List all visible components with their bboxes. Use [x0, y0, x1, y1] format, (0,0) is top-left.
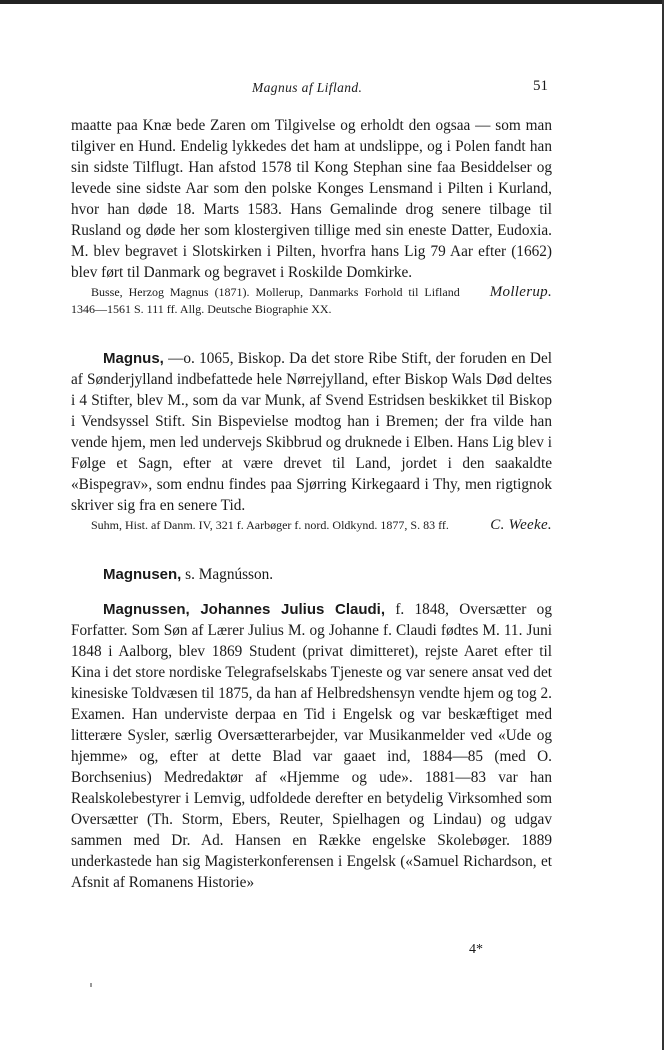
entry-text: f. 1848, Oversætter og Forfatter. Som Søn af Lærer Julius M. og Johanne f. Claudi fødtes M. 11. Juni 1848 i Aalborg, blev 1869 Student (privat dimitteret), rejste Aaret efter til Kina i det store nordiske Telegrafselskabs Tjeneste og var senere ansat ved det kinesiske Toldvæsen til 1875, da han af Helbredshensyn vendte hjem og tog 2. Examen. Han underviste derpaa en Tid i Engelsk og var beskæftiget med litterære Sysler, særlig Oversætterarbejder, var Musikanmelder ved «Ude og hjemme» og, efter at dette Blad var gaaet ind, 1884—85 (med O. Borchsenius) Medredaktør af «Hjemme og ude». 1881—83 var han Realskolebestyrer i Lemvig, udfoldede derefter en betydelig Virksomhed som Oversætter (Th. Storm, Ebers, Reuter, Spielhagen og Lindau) og udgav sammen med Dr. Ad. Hansen en Række engelske Skolebøger. 1889 underkastede han sig Magisterkonferensen i Engelsk («Samuel Richardson, et Afsnit af Romanens Historie»: [71, 601, 552, 891]
running-title: Magnus af Lifland.: [252, 80, 363, 95]
entry-magnus-af-lifland-continued: [71, 115, 552, 318]
signature-mark: 4*: [469, 942, 483, 957]
entry-text: maatte paa Knæ bede Zaren om Tilgivelse og erholdt den ogsaa — som man tilgiver en Hund. Endelig lykkedes det ham at undslippe, og i Polen fandt han sin sidste Tilflugt. Han afstod 1578 til Kong Stephan sine faa Besiddelser og levede sine sidste Aar som den polske Konges Lensmand i Pilten i Kurland, hvor han døde 18. Marts 1583. Hans Gemalinde drog senere tilbage til Rusland og døde her som klostergiven tillige med sin eneste Datter, Eudoxia. M. blev begravet i Slotskirken i Pilten, hvorfra hans Lig 79 Aar efter (1662) blev ført til Danmark og begravet i Roskilde Domkirke.: [71, 117, 552, 281]
page-body: [71, 115, 552, 893]
entry-text: —o. 1065, Biskop. Da det store Ribe Stift, der foruden en Del af Sønderjylland indbefattede hele Nørrejylland, efter Biskop Wals Død deltes i 4 Stifter, blev M., som da var Munk, af Svend Estridsen beskikket til Biskop i Vendsyssel Stift. Sin Bispevielse modtog han i Bremen; der fra vilde han vende hjem, men led undervejs Skibbrud og druknede i Elben. Hans Lig blev i Følge et Sagn, efter at være drevet til Land, jordet i den saakaldte «Bispegrav», som endnu findes paa Sjørring Kirkegaard i Thy, men rigtignok skriver sig fra en senere Tid.: [71, 350, 553, 514]
entry-magnussen-johannes: [71, 599, 552, 893]
entry-reference-text: Suhm, Hist. af Danm. IV, 321 f. Aarbøger f. nord. Oldkynd. 1877, S. 83 ff.: [91, 518, 449, 532]
entry-headword: Magnussen, Johannes Julius Claudi,: [103, 601, 385, 618]
entry-paragraph: [71, 348, 552, 516]
entry-references: [71, 284, 552, 318]
entry-headword: Magnus,: [103, 350, 164, 367]
scan-top-edge: [0, 0, 664, 4]
entry-references: [71, 517, 552, 534]
entry-text: s. Magnússon.: [185, 566, 274, 583]
entry-reference-text: Busse, Herzog Magnus (1871). Mollerup, Danmarks Forhold til Lifland 1346—1561 S. 111 ff. Allg. Deutsche Biographie XX.: [71, 285, 460, 316]
entry-magnus-biskop: [71, 348, 552, 534]
entry-paragraph: [71, 564, 552, 585]
entry-author: C. Weeke.: [490, 517, 552, 533]
entry-paragraph: [71, 599, 552, 893]
entry-headword: Magnusen,: [103, 566, 182, 583]
entry-magnusen: [71, 564, 552, 585]
page-header: [0, 80, 664, 102]
page-number: 51: [533, 78, 548, 94]
scan-speck: [90, 983, 92, 987]
entry-author: Mollerup.: [489, 284, 552, 300]
